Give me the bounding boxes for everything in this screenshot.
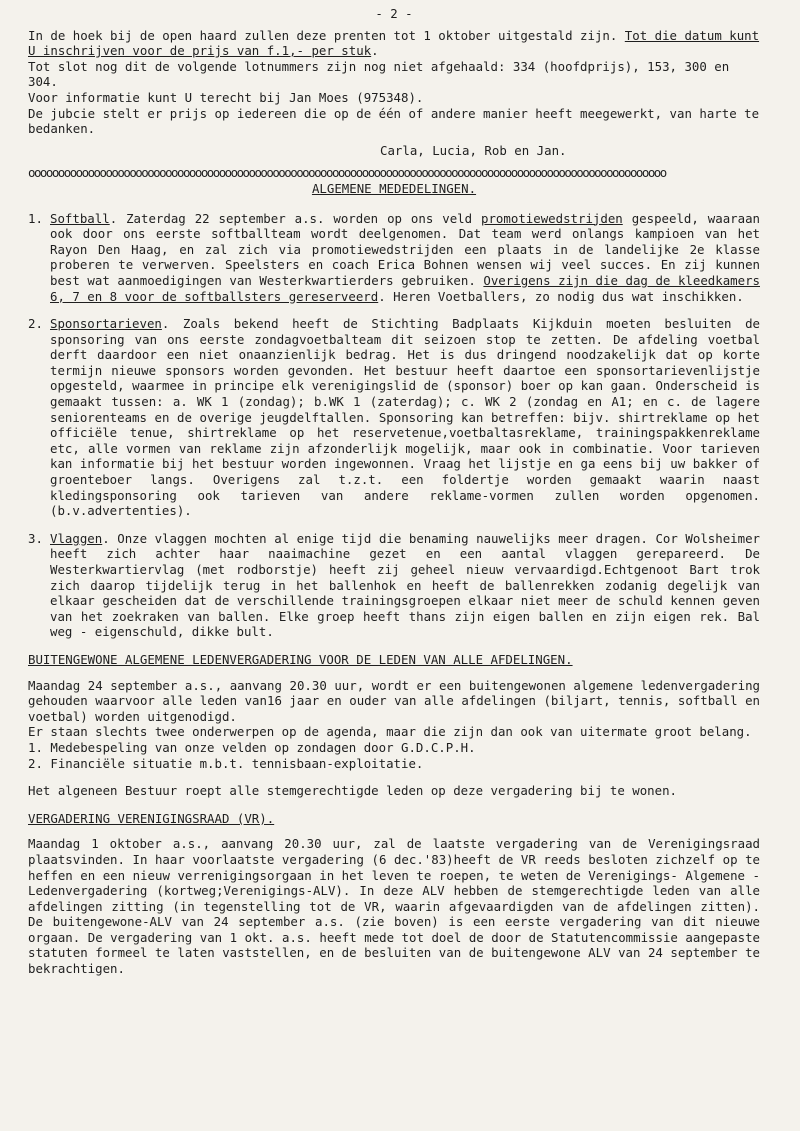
signature: Carla, Lucia, Rob en Jan. [380, 142, 567, 158]
buitengewone-para-2: Er staan slechts twee onderwerpen op de agenda, maar die zijn dan ook van uitermate groot belang. [28, 724, 752, 740]
list-item [28, 211, 760, 305]
list-item [28, 316, 760, 519]
intro-section [28, 28, 760, 137]
intro-punct: . [371, 43, 379, 59]
item-number: 3. [28, 530, 43, 546]
algemene-heading [28, 181, 760, 197]
vergadering-heading [28, 811, 760, 827]
intro-text: In de hoek bij de open haard zullen deze prenten tot 1 oktober uitgestald zijn. [28, 27, 625, 43]
agenda-item: 2. Financiële situatie m.b.t. tennisbaan-exploitatie. [28, 755, 424, 771]
vergadering-para: Maandag 1 oktober a.s., aanvang 20.30 uur, zal de laatste vergadering van de Verenigingsraad plaatsvinden. In haar voorlaatste vergadering (6 dec.'83)heeft de VR reeds besloten zichzelf op te heffen en een nieuw verrenigingsorgaan in het leven te roepen, te weten de Verenigings- Algemene - Ledenvergadering (kortweg;Verenigings-ALV). In deze ALV hebben de stemgerechtigde leden van alle afdelingen zitting (in tegenstelling tot de VR, waarin afgevaardigden van de afdelingen zitten). De buitengewone-ALV van 24 september a.s. (zie boven) is een eerste vergadering van dit nieuwe orgaan. De vergadering van 1 okt. a.s. heeft mede tot doel de door de Statutencommissie aangepaste statuten formeel te laten vaststellen, en de besluiten van de buitengewone ALV van 24 september te bekrachtigen. [28, 836, 760, 977]
intro-line-2: Tot slot nog dit de volgende lotnummers zijn nog niet afgehaald: 334 (hoofdprijs), 153, 300 en 304. [28, 58, 730, 90]
divider: ooooooooooooooooooooooooooooooooooooooooooooooooooooooooooooooooooooooooooooooooooooooooooooooooooooooooooo [28, 165, 666, 181]
intro-underlined-text: Tot die datum kunt U inschrijven voor de prijs van f.1,- per stuk [28, 27, 760, 59]
vergadering-heading-text: VERGADERING VERENIGINGSRAAD (VR). [28, 810, 275, 826]
item-text: . Zaterdag 22 september a.s. worden op ons veld [109, 210, 482, 226]
item-underlined: Overigens zijn die dag de kleedkamers 6, 7 en 8 voor de softballsters gereserveerd [50, 272, 760, 304]
item-text: gespeeld, waaraan ook door ons eerste softballteam wordt deelgenomen. Dat team werd onlangs kampioen van het Rayon Den Haag, en zal zich via promotiewedstrijden een plaats in de landelijke 2e klasse proberen te verwerven. Speelsters en coach Erica Bohnen wensen wij veel succes. En zij kunnen best wat aanmoedigingen van Westerkwartierders gebruiken. [50, 210, 760, 288]
item-text: . Zoals bekend heeft de Stichting Badplaats Kijkduin moeten besluiten de sponsoring van ons eerste zondagvoetbalteam dit seizoen stop te zetten. De afdeling voetbal derft daardoor een niet onaanzienlijk bedrag. Het is dus dringend noodzakelijk dat op korte termijn nieuwe sponsors worden gevonden. Het bestuur heeft daartoe een sponsortarievenlijstje opgesteld, waarmee in principe elk verenigingslid de (sponsor) boer op kan gaan. Onderscheid is gemaakt tussen: a. WK 1 (zondag); b.WK 1 (zaterdag); c. WK 2 (zondag en A1; en c. de lagere seniorenteams en de overige jeugdelftallen. Sponsoring kan betreffen: bijv. shirtreklame op het officiële tenue, shirtreklame op het reservetenue,voetbaltasreklame, trainingspakkenreklame etc, alle vormen van reklame zijn afzonderlijk mogelijk, maar ook in combinatie. Voor tarieven kan informatie bij het bestuur worden ingewonnen. Vraag het lijstje en ga eens bij uw bakker of groenteboer langs. Overigens zal t.z.t. een foldertje worden gemaakt waarin naast kledingsponsoring ook tarieven van andere reklame-vormen zullen worden opgenomen. (b.v.advertenties). [50, 316, 760, 519]
item-title: Vlaggen [50, 530, 103, 546]
buitengewone-heading-text: BUITENGEWONE ALGEMENE LEDENVERGADERING VOOR DE LEDEN VAN ALLE AFDELINGEN. [28, 651, 573, 667]
announcement-list [28, 211, 760, 640]
item-underlined: promotiewedstrijden [481, 210, 623, 226]
intro-line-4: De jubcie stelt er prijs op iedereen die op de één of andere manier heeft meegewerkt, van harte te bedanken. [28, 105, 760, 137]
item-text: . Heren Voetballers, zo nodig dus wat inschikken. [378, 288, 744, 304]
item-title: Sponsortarieven [50, 316, 162, 332]
item-number: 2. [28, 316, 43, 332]
buitengewone-heading [28, 652, 760, 668]
buitengewone-para-1: Maandag 24 september a.s., aanvang 20.30 uur, wordt er een buitengewonen algemene ledenvergadering gehouden waarvoor alle leden van16 jaar en ouder van alle afdelingen (biljart, tennis, softball en voetbal) worden uitgenodigd. [28, 677, 760, 724]
agenda-item: 1. Medebespeling van onze velden op zondagen door G.D.C.P.H. [28, 739, 476, 755]
item-body [50, 211, 760, 305]
item-body [50, 531, 760, 640]
intro-line-1 [28, 28, 760, 59]
item-number: 1. [28, 210, 43, 226]
item-body [50, 316, 760, 519]
item-title: Softball [50, 210, 110, 226]
item-text: . Onze vlaggen mochten al enige tijd die benaming nauwelijks meer dragen. Cor Wolsheimer heeft zich achter haar naaimachine gezet en een aantal vlaggen gerepareerd. De Westerkwartiervlag (met rodborstje) heeft zij geheel nieuw vervaardigd.Echtgenoot Bart trok zich daarop tijdelijk terug in het ballenhok en heeft de ballenrekken zodanig degelijk van elkaar gescheiden dat de verschillende trainingsgroepen elkaar niet meer de schuld kennen geven van het zoekraken van ballen. Elke groep heeft thans zijn eigen ballen en zijn eigen rek. Bal weg - eigenschuld, dikke bult. [50, 530, 760, 640]
list-item [28, 531, 760, 640]
intro-line-3: Voor informatie kunt U terecht bij Jan Moes (975348). [28, 89, 424, 105]
algemene-heading-text: ALGEMENE MEDEDELINGEN. [311, 180, 477, 196]
page-number: - 2 - [375, 6, 413, 21]
buitengewone-para-3: Het algeneen Bestuur roept alle stemgerechtigde leden op deze vergadering bij te wonen. [28, 783, 678, 799]
